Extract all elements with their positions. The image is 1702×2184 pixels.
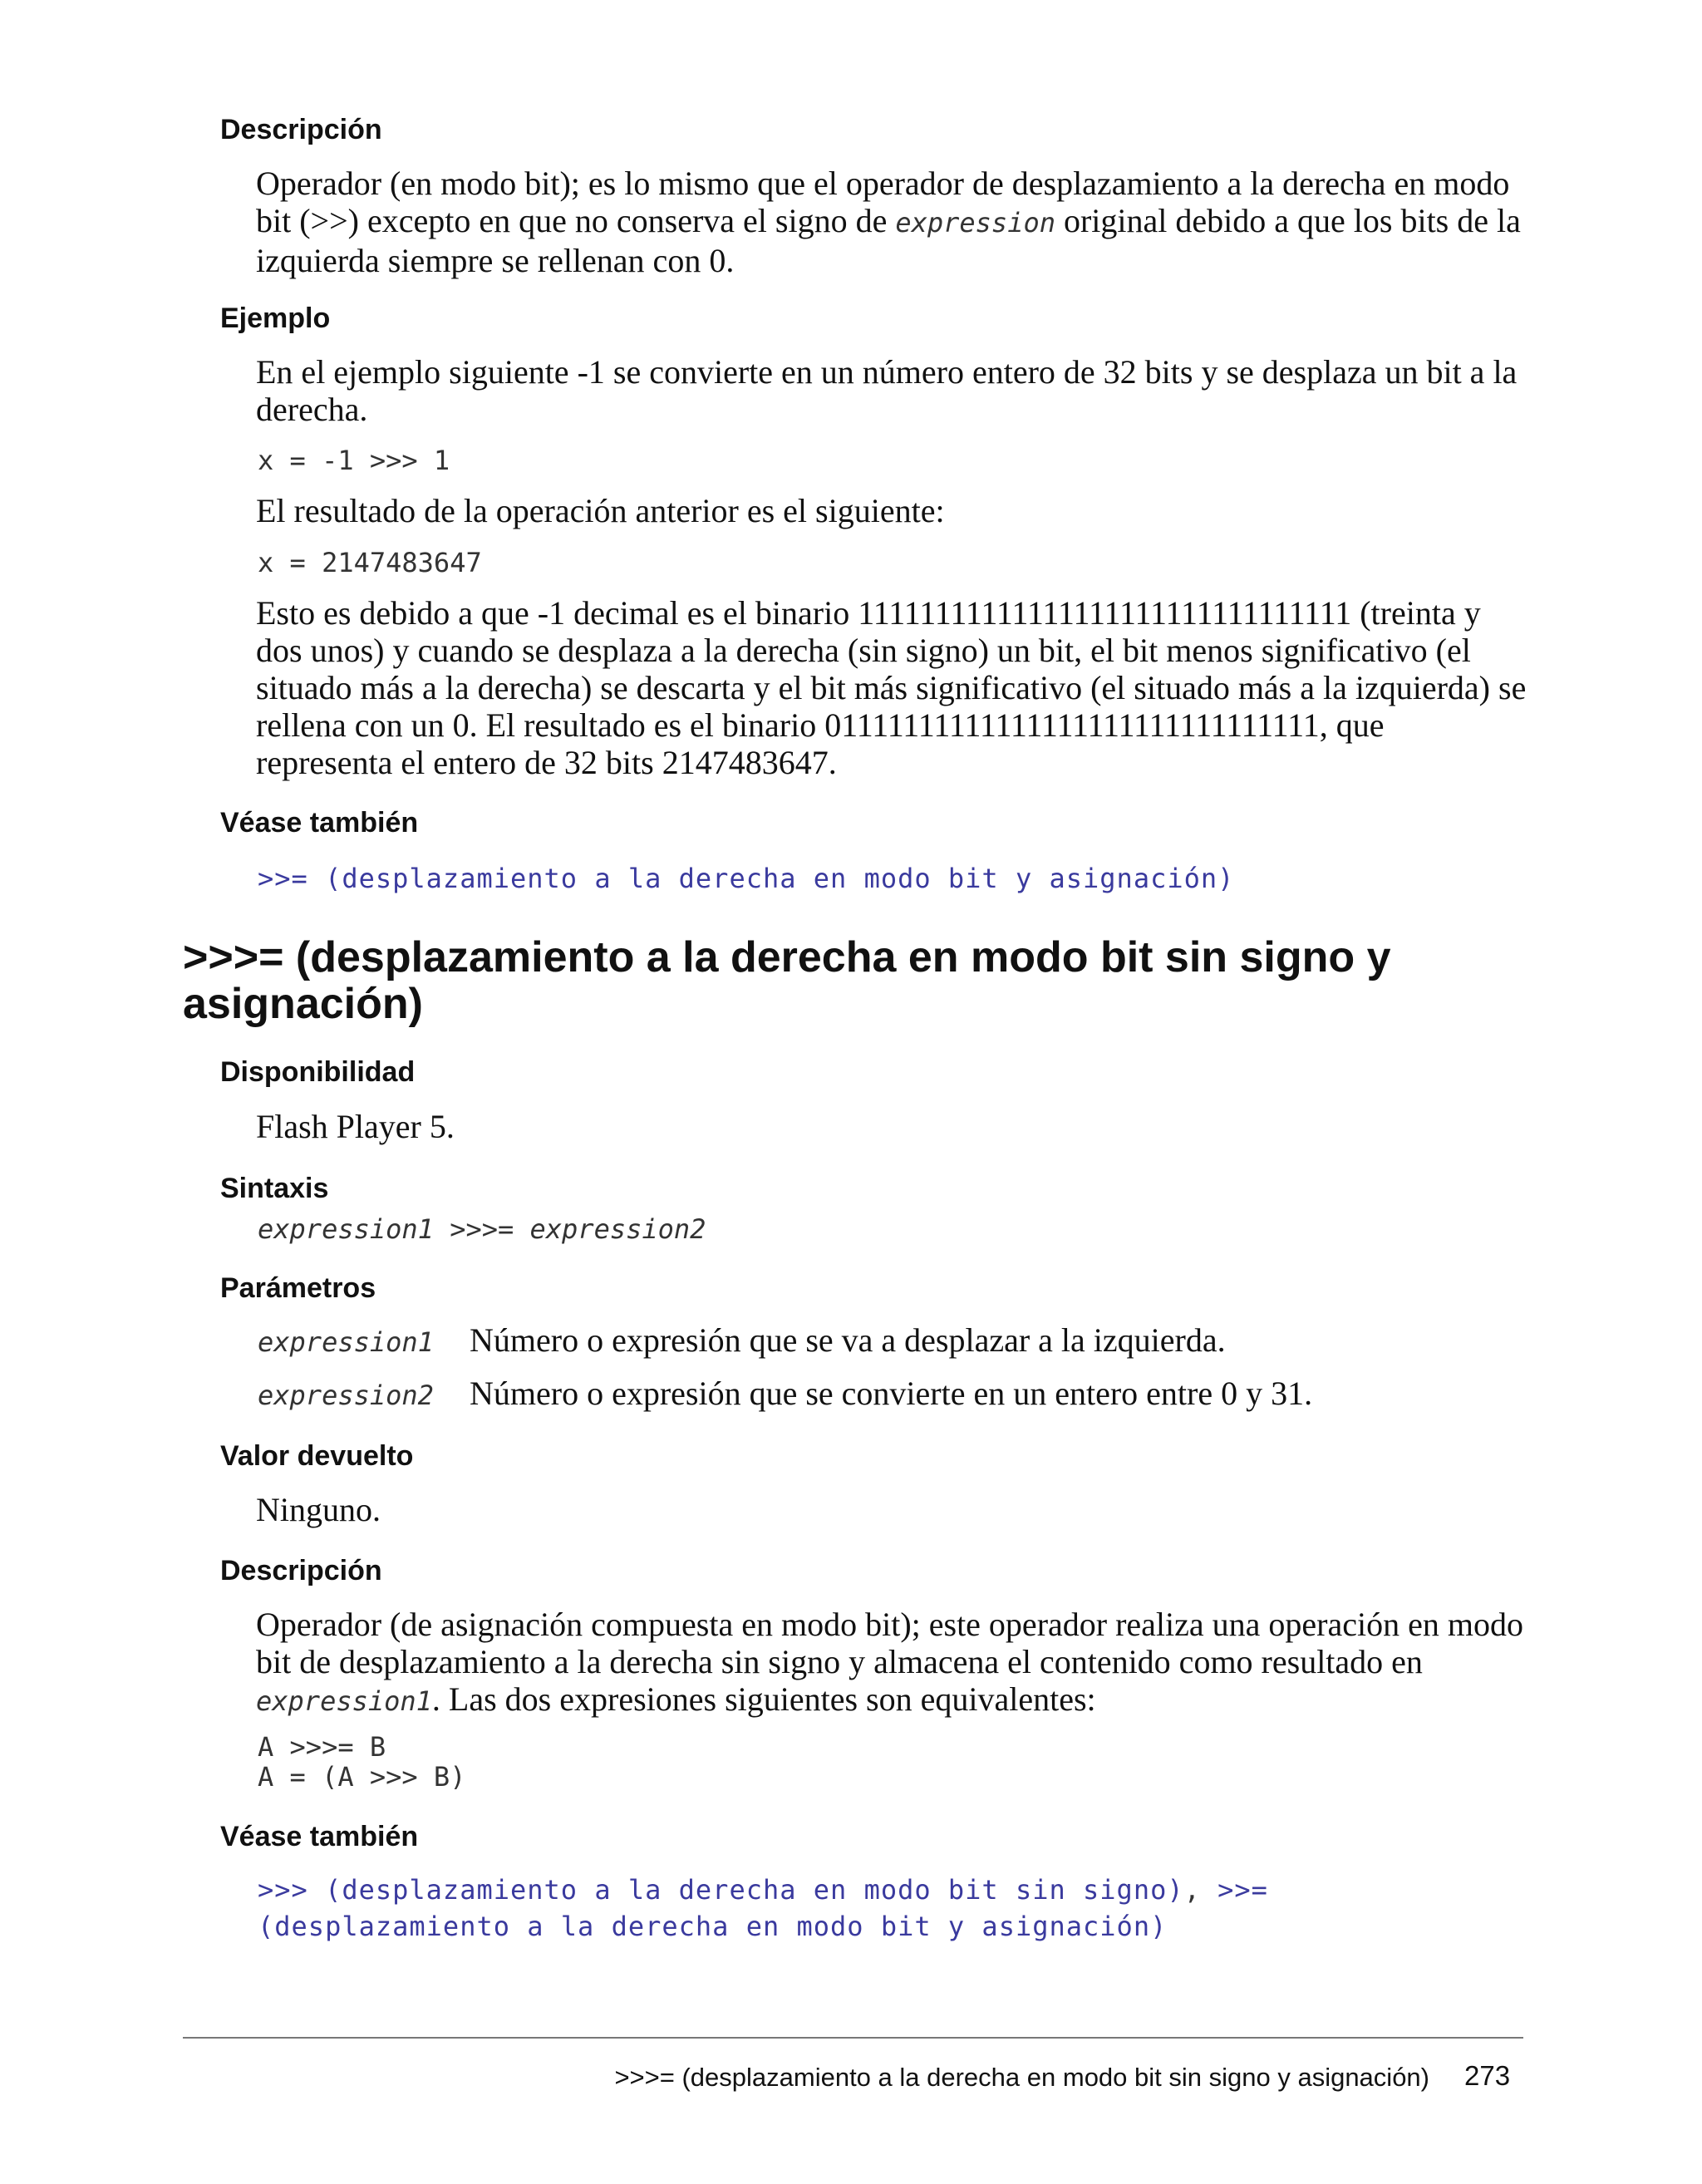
page-number: 273 (1464, 2060, 1511, 2091)
see-also-heading-2: Véase también (220, 1821, 419, 1852)
availability-text: Flash Player 5. (256, 1108, 455, 1145)
description-heading-2: Descripción (220, 1555, 382, 1586)
example-paragraph: En el ejemplo siguiente -1 se convierte en un número entero de 32 bits y se desplaza un bit a la derecha. (256, 353, 1518, 428)
inline-code-expression1: expression1 (256, 1685, 432, 1717)
section-title: >>>= (desplazamiento a la derecha en modo bit sin signo y asignación) (183, 933, 1391, 1028)
equivalence-code-block: A >>>= B A = (A >>> B) (258, 1731, 466, 1793)
footer-divider (183, 2037, 1523, 2039)
syntax-code: expression1 >>>= expression2 (258, 1213, 706, 1245)
see-also-heading: Véase también (220, 807, 419, 839)
explanation-paragraph: Esto es debido a que -1 decimal es el binario 11111111111111111111111111111111 (treinta y dos unos) y cuando se desplaza a la derecha (sin signo) un bit, el bit menos significativo (el situado más a la derecha) se descarta y el bit más significativo (el situado más a la izquierda) se rellena con un 0. El resultado es el binario 01111111111111111111111111111111, que representa el entero de 32 bits 2147483647. (256, 594, 1527, 781)
description-heading: Descripción (220, 114, 382, 145)
inline-code-expression: expression (895, 207, 1055, 239)
param-description: Número o expresión que se va a desplazar a la izquierda. (470, 1321, 1226, 1359)
param-name: expression1 (258, 1326, 434, 1358)
return-value-heading: Valor devuelto (220, 1440, 414, 1472)
availability-heading: Disponibilidad (220, 1056, 416, 1088)
description-paragraph: Operador (en modo bit); es lo mismo que el operador de desplazamiento a la derecha en modo bit (>>) excepto en que no conserva el signo de expression original debido a que los bits de la izquierda siempre se rellenan con 0. (256, 165, 1521, 279)
footer-running-title: >>>= (desplazamiento a la derecha en modo bit sin signo y asignación) (614, 2063, 1429, 2092)
example-heading: Ejemplo (220, 303, 331, 334)
example-code-1: x = -1 >>> 1 (258, 445, 450, 476)
param-description: Número o expresión que se convierte en un entero entre 0 y 31. (470, 1375, 1313, 1412)
example-code-2: x = 2147483647 (258, 547, 482, 578)
description-paragraph-2: Operador (de asignación compuesta en modo bit); este operador realiza una operación en modo bit de desplazamiento a la derecha sin signo y almacena el contenido como resultado en expression1. Las dos expresiones siguientes son equivalentes: (256, 1606, 1523, 1718)
see-also-links (258, 860, 1529, 897)
link-shift-right-assign[interactable]: >>= (desplazamiento a la derecha en modo bit y asignación) (258, 863, 1235, 894)
param-name: expression2 (258, 1380, 434, 1411)
syntax-heading: Sintaxis (220, 1173, 329, 1204)
see-also-links-2: >>> (desplazamiento a la derecha en modo bit sin signo), >>= (desplazamiento a la derecha en modo bit y asignación) (258, 1874, 1268, 1942)
return-value-text: Ninguno. (256, 1491, 381, 1528)
link-unsigned-shift-right[interactable]: >>> (desplazamiento a la derecha en modo bit sin signo) (258, 1874, 1184, 1906)
result-paragraph: El resultado de la operación anterior es el siguiente: (256, 492, 945, 529)
parameters-heading: Parámetros (220, 1272, 376, 1304)
link-shift-right-assign-2[interactable]: >>= (desplazamiento a la derecha en modo bit y asignación) (258, 1874, 1268, 1942)
